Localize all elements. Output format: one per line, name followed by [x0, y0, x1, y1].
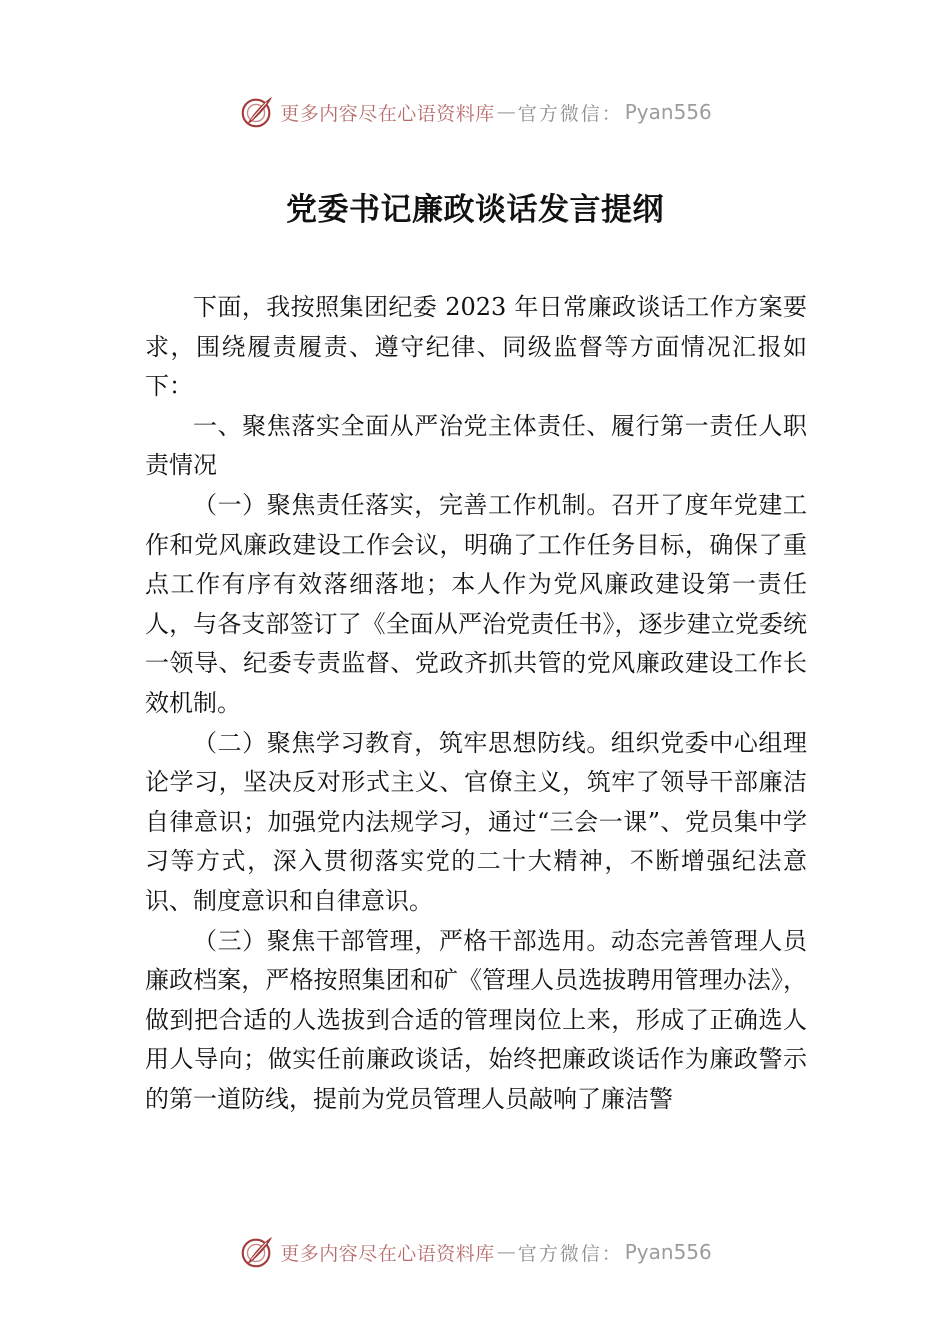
watermark-footer: [0, 1232, 950, 1272]
watermark-main-text: 更多内容尽在心语资料库: [280, 102, 495, 125]
watermark-wechat-id: Pyan556: [624, 1240, 712, 1264]
watermark-dash: —: [496, 1241, 516, 1263]
watermark-wechat-label: 官方微信：: [517, 102, 623, 125]
quill-logo-icon: [238, 1233, 276, 1271]
watermark-wechat-id: Pyan556: [624, 100, 712, 124]
watermark-main-text: 更多内容尽在心语资料库: [280, 1242, 495, 1265]
document-title: 党委书记廉政谈话发言提纲: [286, 192, 664, 228]
watermark-header: [0, 92, 950, 132]
paragraph-item-2: （二）聚焦学习教育，筑牢思想防线。组织党委中心组理论学习，坚决反对形式主义、官僚主义，筑牢了领导干部廉洁自律意识；加强党内法规学习，通过“三会一课”、党员集中学习等方式，深入贯彻落实党的二十大精神，不断增强纪法意识、制度意识和自律意识。: [145, 728, 807, 915]
quill-logo-icon: [238, 93, 276, 131]
document-body: [145, 288, 807, 1118]
watermark-wechat-label: 官方微信：: [517, 1242, 623, 1265]
paragraph-intro: 下面，我按照集团纪委 2023 年日常廉政谈话工作方案要求，围绕履责履责、遵守纪律、同级监督等方面情况汇报如下：: [145, 293, 807, 401]
paragraph-item-3: （三）聚焦干部管理，严格干部选用。动态完善管理人员廉政档案，严格按照集团和矿《管理人员选拔聘用管理办法》，做到把合适的人选拔到合适的管理岗位上来，形成了正确选人用人导向；做实任前廉政谈话，始终把廉政谈话作为廉政警示的第一道防线，提前为党员管理人员敲响了廉洁警: [145, 926, 807, 1113]
watermark-dash: —: [496, 101, 516, 123]
paragraph-item-1: （一）聚焦责任落实，完善工作机制。召开了度年党建工作和党风廉政建设工作会议，明确了工作任务目标，确保了重点工作有序有效落细落地；本人作为党风廉政建设第一责任人，与各支部签订了《全面从严治党责任书》，逐步建立党委统一领导、纪委专责监督、党政齐抓共管的党风廉政建设工作长效机制。: [145, 490, 807, 717]
paragraph-section-heading: 一、聚焦落实全面从严治党主体责任、履行第一责任人职责情况: [145, 411, 807, 480]
